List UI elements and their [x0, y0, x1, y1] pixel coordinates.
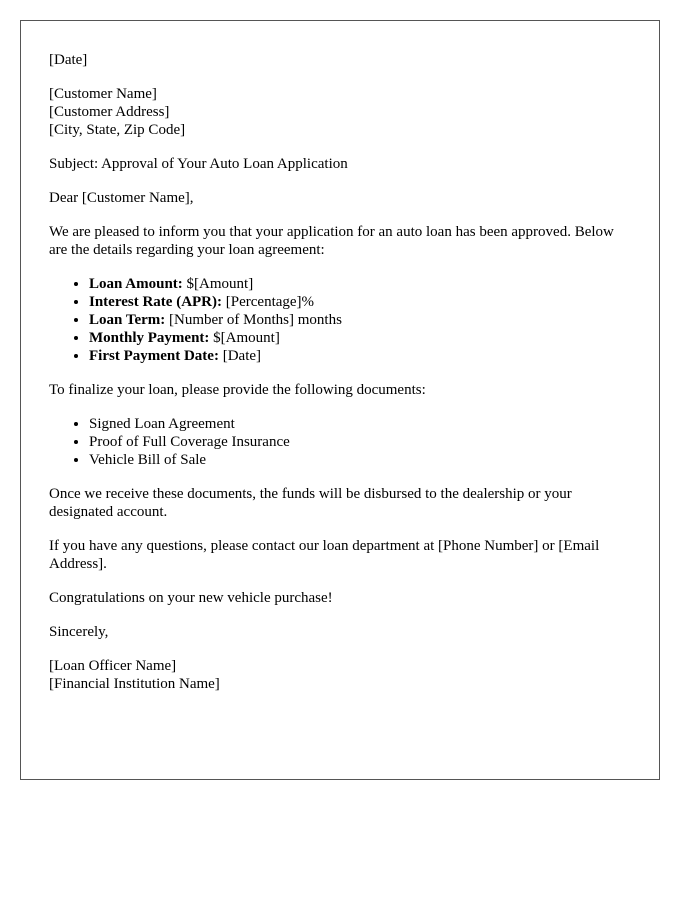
loan-detail-value: $[Amount]: [209, 330, 280, 346]
loan-detail-label: Loan Term:: [89, 312, 166, 328]
loan-detail-item: [89, 275, 631, 293]
loan-detail-value: [Percentage]%: [222, 294, 315, 310]
loan-detail-value: [Number of Months] months: [165, 312, 342, 328]
recipient-address: [Customer Address]: [49, 104, 170, 120]
loan-detail-item: [89, 293, 631, 311]
loan-detail-label: First Payment Date:: [89, 348, 219, 364]
letter: [20, 20, 660, 780]
contact-paragraph: If you have any questions, please contact our loan department at [Phone Number] or [Email Address].: [49, 538, 600, 572]
loan-details-list: [49, 275, 631, 365]
loan-detail-item: [89, 347, 631, 365]
loan-detail-item: [89, 329, 631, 347]
documents-intro: To finalize your loan, please provide the following documents:: [49, 382, 426, 398]
documents-list: [49, 415, 631, 469]
disbursement-paragraph: Once we receive these documents, the funds will be disbursed to the dealership or your designated account.: [49, 486, 572, 520]
loan-detail-item: [89, 311, 631, 329]
document-item: • Vehicle Bill of Sale: [89, 451, 631, 469]
loan-detail-value: [Date]: [218, 348, 262, 364]
letter-intro: We are pleased to inform you that your application for an auto loan has been approved. Below are the details regarding your loan agreement:: [49, 224, 614, 258]
institution-name: [Financial Institution Name]: [49, 676, 220, 692]
letter-date: [Date]: [49, 52, 88, 68]
loan-detail-label: Loan Amount:: [89, 276, 183, 292]
loan-officer-name: [Loan Officer Name]: [49, 658, 177, 674]
recipient-city-state-zip: [City, State, Zip Code]: [49, 122, 186, 138]
closing: Sincerely,: [49, 624, 109, 640]
loan-detail-label: Interest Rate (APR):: [89, 294, 223, 310]
recipient-block: [49, 85, 631, 139]
letter-salutation: Dear [Customer Name],: [49, 190, 194, 206]
document-item: • Proof of Full Coverage Insurance: [89, 433, 631, 451]
loan-detail-label: Monthly Payment:: [89, 330, 210, 346]
document-item: • Signed Loan Agreement: [89, 415, 631, 433]
recipient-name: [Customer Name]: [49, 86, 157, 102]
letter-subject: Subject: Approval of Your Auto Loan Application: [49, 156, 348, 172]
signature-block: [49, 657, 631, 693]
loan-detail-value: $[Amount]: [182, 276, 254, 292]
congratulations-paragraph: Congratulations on your new vehicle purchase!: [49, 590, 333, 606]
